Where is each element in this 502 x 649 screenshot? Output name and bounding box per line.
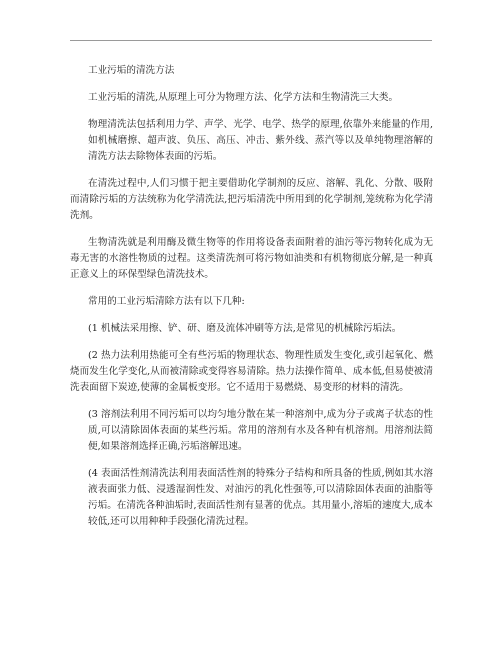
paragraph-physical: 物理清洗法包括利用力学、声学、光学、电学、热学的原理,依靠外来能量的作用,如机械磨擦、超声波、负压、高压、冲击、紫外线、蒸汽等以及单纯物理溶解的清洗方法去除物体表面的污垢。 (88, 119, 433, 162)
paragraph-method-1: (1 机械法采用擦、铲、研、磨及流体冲刷等方法,是常见的机械除污垢法。 (88, 323, 402, 334)
paragraph-method-4: (4 表面活性剂清洗法利用表面活性剂的特殊分子结构和所具备的性质,例如其水溶液表面张力低、浸透湿润性发、对油污的乳化性强等,可以清除固体表面的油脂等污垢。在清洗各种油垢时,表面活性剂有显著的优点。其用量小,溶垢的速度大,成本较低,还可以用种种手段强化清洗过程。 (88, 468, 433, 527)
document-title: 工业污垢的清洗方法 (88, 65, 175, 76)
document-body (70, 63, 433, 541)
paragraph-intro: 工业污垢的清洗,从原理上可分为物理方法、化学方法和生物清洗三大类。 (88, 92, 399, 103)
paragraph-method-2: (2 热力法利用热能可全有些污垢的物理状态、物理性质发生变化,或引起氧化、燃烧而发生化学变化,从而被清除或变得容易清除。热力法操作简单、成本低,但易使被清洗表面留下炭迹,使薄的金属板变形。它不适用于易燃烧、易变形的材料的清洗。 (70, 350, 433, 393)
paragraph-methods-intro: 常用的工业污垢清除方法有以下几种: (88, 296, 245, 307)
paragraph-chemical: 在清洗过程中,人们习惯于把主要借助化学制剂的反应、溶解、乳化、分散、吸附而清除污垢的方法统称为化学清洗法,把污垢清洗中所用到的化学制剂,笼统称为化学清洗剂。 (70, 178, 433, 221)
header-rule (70, 40, 432, 41)
paragraph-biological: 生物清洗就是利用酶及微生物等的作用将设备表面附着的油污等污物转化成为无毒无害的水溶性物质的过程。这类清洗剂可将污物如油类和有机物彻底分解,是一种真正意义上的环保型绿色清洗技术。 (70, 237, 433, 280)
paragraph-method-3: (3 溶剂法利用不同污垢可以均匀地分散在某一种溶剂中,成为分子或离子状态的性质,可以清除固体表面的某些污垢。常用的溶剂有水及各种有机溶剂。用溶剂法简便,如果溶剂选择正确,污垢溶解迅速。 (88, 409, 433, 452)
